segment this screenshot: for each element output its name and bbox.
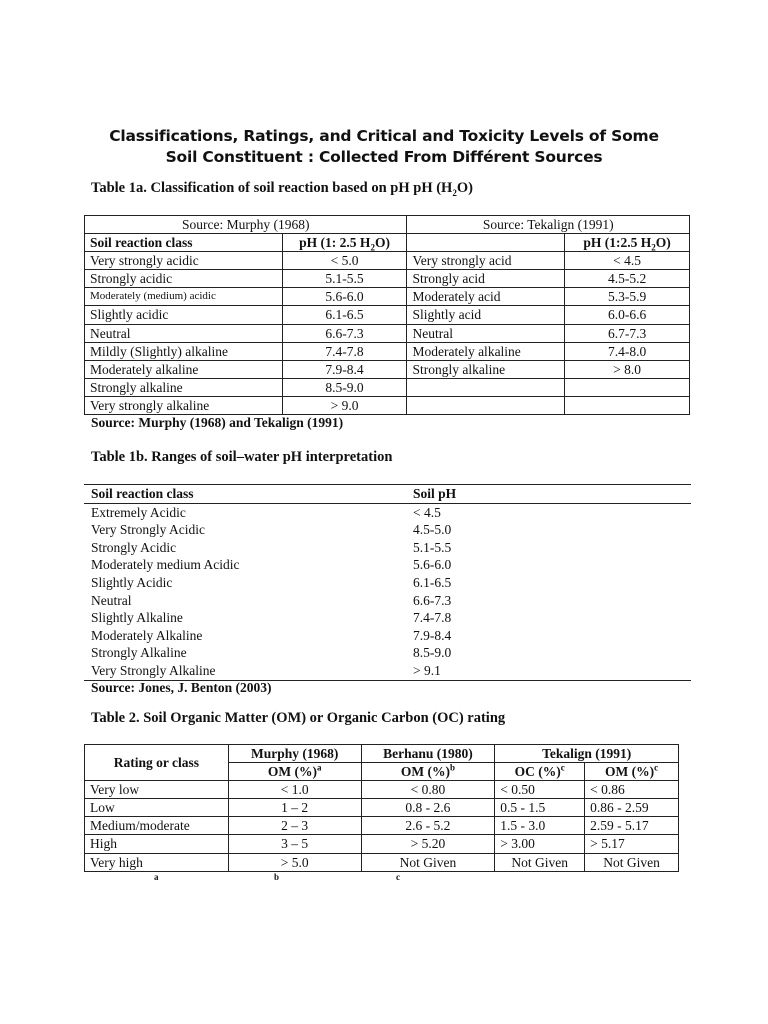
table-row: [85, 835, 679, 853]
tekalign-om-cell: 0.86 - 2.59: [585, 799, 679, 817]
table-row: [85, 817, 679, 835]
murphy-ph-cell: > 9.0: [282, 396, 407, 414]
table-row: [84, 627, 691, 645]
tekalign-class-cell: Slightly acid: [407, 306, 565, 324]
tekalign-ph-cell: 4.5-5.2: [565, 270, 690, 288]
tekalign-ph-cell: [565, 396, 690, 414]
table-row: [85, 324, 690, 342]
murphy-class-cell: Neutral: [85, 324, 283, 342]
ph-cell: 8.5-9.0: [413, 645, 452, 661]
murphy-class-cell: Mildly (Slightly) alkaline: [85, 342, 283, 360]
murphy-om-cell: 2 – 3: [228, 817, 361, 835]
ph-cell: > 9.1: [406, 662, 691, 680]
footnote-mark-c: c: [396, 872, 400, 882]
berhanu-om-cell: > 5.20: [361, 835, 495, 853]
murphy-ph-cell: 5.1-5.5: [282, 270, 407, 288]
ph-cell: 4.5-5.0: [413, 522, 452, 538]
murphy-om-header: OM (%)$^a$: [228, 763, 361, 781]
table-row: [84, 574, 691, 592]
berhanu-om-cell: 0.8 - 2.6: [361, 799, 495, 817]
rating-cell: Very low: [85, 781, 229, 799]
murphy-class-cell: Very strongly acidic: [85, 252, 283, 270]
tekalign-class-cell: Strongly alkaline: [407, 360, 565, 378]
tekalign-ph-cell: 6.7-7.3: [565, 324, 690, 342]
tekalign-class-cell: Moderately alkaline: [407, 342, 565, 360]
class-cell: Strongly Alkaline: [91, 645, 187, 661]
tekalign-class-cell: [407, 378, 565, 396]
murphy-ph-cell: 5.6-6.0: [282, 288, 407, 306]
table-row: [84, 521, 691, 539]
tekalign-class-cell: Neutral: [407, 324, 565, 342]
footnote-mark-a: a: [154, 872, 159, 882]
tekalign-om-cell: < 0.86: [585, 781, 679, 799]
tekalign-ph-cell: > 8.0: [565, 360, 690, 378]
berhanu-header: Berhanu (1980): [361, 745, 495, 763]
class-cell: Neutral: [91, 592, 132, 608]
tekalign-header: Tekalign (1991): [495, 745, 679, 763]
table-row: [85, 799, 679, 817]
tekalign-om-cell: 2.59 - 5.17: [585, 817, 679, 835]
murphy-om-cell: > 5.0: [228, 853, 361, 871]
rating-cell: Low: [85, 799, 229, 817]
table-row: [84, 503, 691, 521]
table-1a: [84, 215, 690, 415]
murphy-class-cell: Moderately alkaline: [85, 360, 283, 378]
table-row: [85, 378, 690, 396]
table-1b-class-header: Soil reaction class: [84, 485, 406, 504]
tekalign-oc-cell: < 0.50: [495, 781, 585, 799]
table-row: [84, 556, 691, 574]
table-2-caption: Table 2. Soil Organic Matter (OM) or Organic Carbon (OC) rating: [91, 710, 506, 726]
class-cell: Very Strongly Acidic: [91, 522, 205, 538]
murphy-ph-cell: < 5.0: [282, 252, 407, 270]
murphy-class-cell: Moderately (medium) acidic: [85, 288, 283, 306]
table-row: [85, 781, 679, 799]
tekalign-ph-cell: [565, 378, 690, 396]
tekalign-class-cell: Very strongly acid: [407, 252, 565, 270]
ph-cell: 6.1-6.5: [413, 574, 452, 590]
table-row: [85, 288, 690, 306]
table-row: [84, 644, 691, 662]
tekalign-oc-cell: Not Given: [495, 853, 585, 871]
murphy-om-cell: 3 – 5: [228, 835, 361, 853]
table-row: [85, 342, 690, 360]
tekalign-class-cell: Moderately acid: [407, 288, 565, 306]
ph-cell: 6.6-7.3: [413, 592, 452, 608]
tekalign-ph-cell: 6.0-6.6: [565, 306, 690, 324]
tekalign-ph-cell: < 4.5: [565, 252, 690, 270]
table-row: [85, 270, 690, 288]
document-title: [0, 126, 768, 168]
class-cell: Moderately medium Acidic: [91, 557, 240, 573]
berhanu-om-header: OM (%)$^b$: [361, 763, 495, 781]
table-1a-caption: Table 1a. Classification of soil reaction based on pH pH $(H_2O)$: [91, 180, 473, 198]
murphy-class-cell: Very strongly alkaline: [85, 396, 283, 414]
rating-cell: High: [85, 835, 229, 853]
table-2: [84, 744, 679, 872]
murphy-class-header: Soil reaction class: [85, 234, 283, 252]
document-title-line-2: Soil Constituent : Collected From Différent Sources: [165, 148, 603, 166]
table-1a-source: Source: Murphy (1968) and Tekalign (1991): [91, 415, 344, 430]
murphy-ph-cell: 6.6-7.3: [282, 324, 407, 342]
class-cell: Slightly Alkaline: [91, 610, 183, 626]
murphy-class-cell: Slightly acidic: [85, 306, 283, 324]
tekalign-source-header: Source: Tekalign (1991): [407, 216, 690, 234]
table-row: [85, 252, 690, 270]
ph-cell: 7.4-7.8: [413, 610, 452, 626]
berhanu-om-cell: < 0.80: [361, 781, 495, 799]
class-cell: Moderately Alkaline: [91, 627, 203, 643]
tekalign-om-cell: > 5.17: [585, 835, 679, 853]
murphy-header: Murphy (1968): [228, 745, 361, 763]
tekalign-oc-header: OC (%)$^c$: [495, 763, 585, 781]
document-title-line-1: Classifications, Ratings, and Critical and Toxicity Levels of Some: [109, 127, 659, 145]
table-row: [84, 609, 691, 627]
class-cell: Extremely Acidic: [91, 504, 186, 520]
class-cell: Strongly Acidic: [91, 539, 177, 555]
tekalign-class-cell: [407, 396, 565, 414]
murphy-om-cell: 1 – 2: [228, 799, 361, 817]
tekalign-ph-cell: 7.4-8.0: [565, 342, 690, 360]
murphy-ph-cell: 6.1-6.5: [282, 306, 407, 324]
table-row: [84, 539, 691, 557]
murphy-om-cell: < 1.0: [228, 781, 361, 799]
tekalign-class-header: [407, 234, 565, 252]
tekalign-class-cell: Strongly acid: [407, 270, 565, 288]
murphy-ph-cell: 7.9-8.4: [282, 360, 407, 378]
tekalign-ph-cell: 5.3-5.9: [565, 288, 690, 306]
rating-header: Rating or class: [85, 745, 229, 781]
table-row: [85, 396, 690, 414]
ph-cell: 5.6-6.0: [413, 557, 452, 573]
murphy-class-cell: Strongly alkaline: [85, 378, 283, 396]
tekalign-ph-header: pH (1:2.5 $H_2O$): [565, 234, 690, 252]
table-1b: [84, 484, 691, 681]
table-row: [84, 592, 691, 610]
table-row: [85, 360, 690, 378]
table-row: [85, 853, 679, 871]
ph-cell: 5.1-5.5: [413, 539, 452, 555]
ph-cell: < 4.5: [413, 504, 441, 520]
tekalign-oc-cell: 1.5 - 3.0: [495, 817, 585, 835]
murphy-source-header: Source: Murphy (1968): [85, 216, 407, 234]
murphy-class-cell: Strongly acidic: [85, 270, 283, 288]
table-row: [84, 662, 691, 680]
rating-cell: Medium/moderate: [85, 817, 229, 835]
murphy-ph-cell: 7.4-7.8: [282, 342, 407, 360]
tekalign-om-cell: Not Given: [585, 853, 679, 871]
berhanu-om-cell: 2.6 - 5.2: [361, 817, 495, 835]
ph-cell: 7.9-8.4: [413, 627, 452, 643]
table-1b-caption: Table 1b. Ranges of soil–water pH interpretation: [91, 449, 393, 465]
murphy-ph-cell: 8.5-9.0: [282, 378, 407, 396]
tekalign-oc-cell: 0.5 - 1.5: [495, 799, 585, 817]
table-1b-ph-header: Soil pH: [406, 485, 691, 504]
tekalign-oc-cell: > 3.00: [495, 835, 585, 853]
class-cell: Very Strongly Alkaline: [84, 662, 406, 680]
berhanu-om-cell: Not Given: [361, 853, 495, 871]
table-1b-source: Source: Jones, J. Benton (2003): [91, 680, 272, 695]
murphy-ph-header: pH (1: 2.5 $H_2O$): [282, 234, 407, 252]
tekalign-om-header: OM (%)$^c$: [585, 763, 679, 781]
class-cell: Slightly Acidic: [91, 574, 173, 590]
table-row: [85, 306, 690, 324]
rating-cell: Very high: [85, 853, 229, 871]
footnote-mark-b: b: [274, 872, 280, 882]
